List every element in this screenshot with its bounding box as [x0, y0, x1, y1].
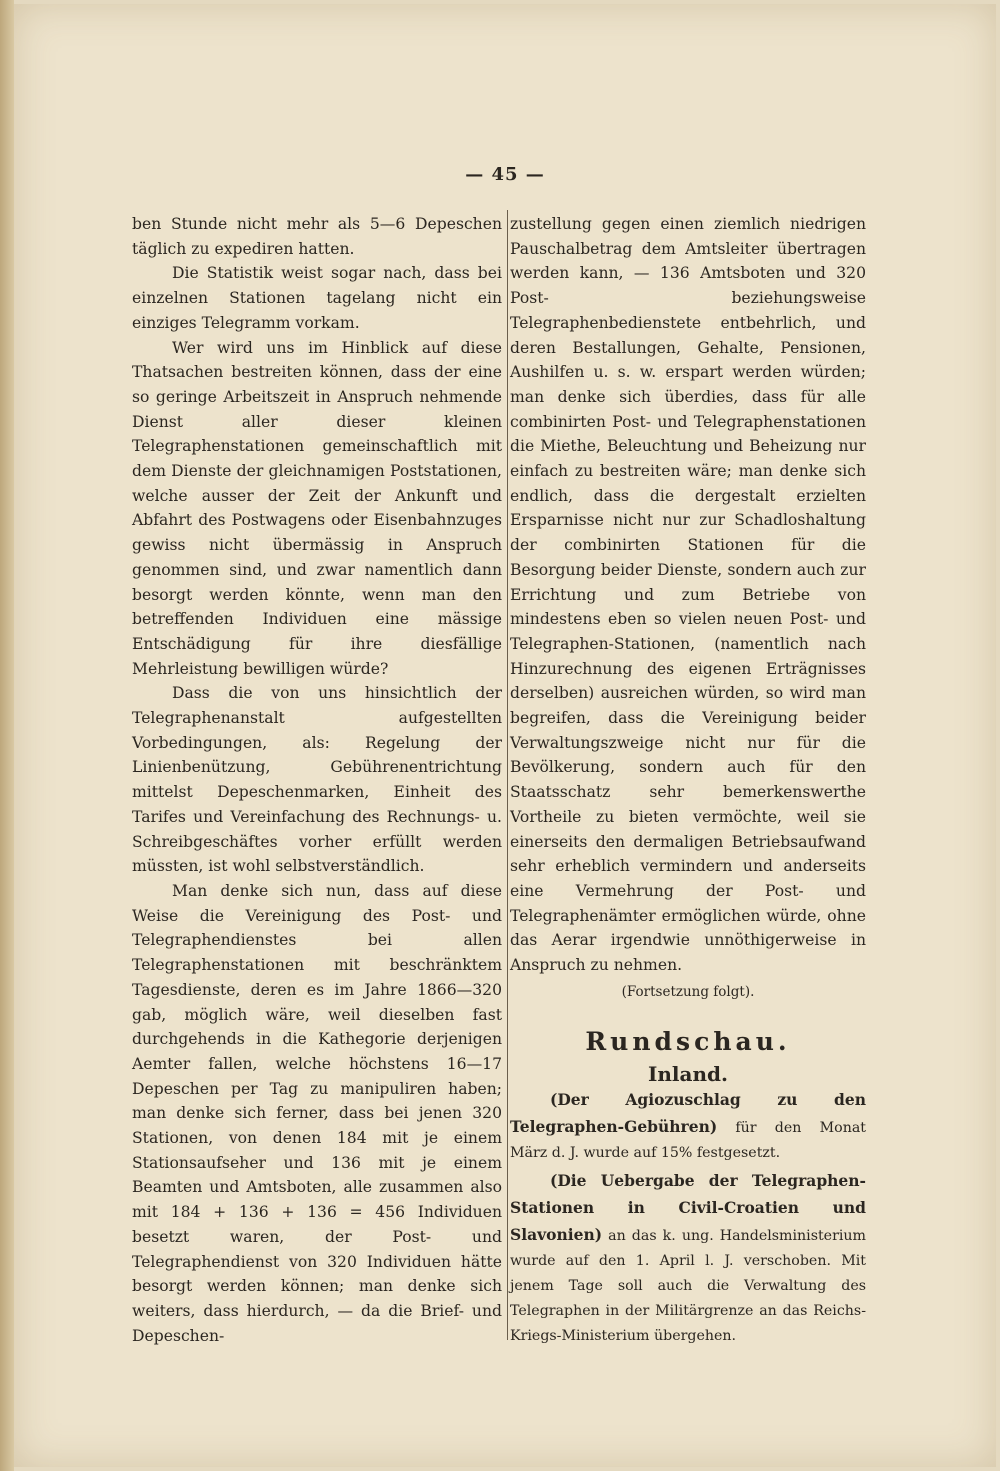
paragraph: Dass die von uns hinsichtlich der Telegraphenanstalt aufgestellten Vorbedingungen, als: Regelung der Linienbenützung, Gebührenentrichtung mittelst Depeschenmarken, Einheit des Tarifes und Vereinfachung des Rechnungs- u. Schreibgeschäftes vorher erfüllt werden müssten, ist wohl selbstverständlich.: [132, 684, 502, 876]
paragraph: Wer wird uns im Hinblick auf diese Thatsachen bestreiten können, dass der eine so geringe Arbeitszeit in Anspruch nehmende Dienst aller dieser kleinen Telegraphenstationen gemeinschaftlich mit dem Dienste der gleichnamigen Poststationen, welche ausser der Zeit der Ankunft und Abfahrt des Postwagens oder Eisenbahnzuges gewiss nicht übermässig in Anspruch genommen sind, und zwar namentlich dann besorgt werden könnte, wenn man den betreffenden Individuen eine mässige Entschädigung für ihre diesfällige Mehrleistung bewilligen würde?: [132, 338, 502, 678]
subsection-heading: Inland.: [648, 1061, 728, 1086]
paragraph: Man denke sich nun, dass auf diese Weise die Vereinigung des Post- und Telegraphendienstes bei allen Telegraphenstationen mit beschränktem Tagesdienste, deren es im Jahre 1866—320 gab, möglich wäre, weil dieselben fast durchgehends in die Kathegorie derjenigen Aemter fallen, welche höchstens 16—17 Depeschen per Tag zu manipuliren haben; man denke sich ferner, dass bei jenen 320 Stationen, von denen 184 mit je einem Stationsaufseher und 136 mit je einem Beamten und Amtsboten, alle zusammen also mit 184 + 136 + 136 = 456 Individuen besetzt waren, der Post- und Telegraphendienst von 320 Individuen hätte besorgt werden können; man denke sich weiters, dass hierdurch, — da die Brief- und Depeschen-: [132, 881, 502, 1345]
news-item-title: (Der Agiozuschlag zu den Telegraphen-Gebühren): [510, 1089, 866, 1136]
section-heading: Rundschau.: [585, 1026, 791, 1056]
left-column: [132, 212, 502, 1348]
news-item: [510, 1168, 866, 1349]
continuation-note: (Fortsetzung folgt).: [621, 983, 755, 1000]
page-number: — 45 —: [465, 164, 545, 185]
document-page: [14, 4, 996, 1467]
paragraph: ben Stunde nicht mehr als 5—6 Depeschen täglich zu expediren hatten.: [132, 215, 502, 258]
news-item-title: (Die Uebergabe der Telegraphen-Stationen in Civil-Croatien und Slavonien): [510, 1170, 866, 1244]
news-item: [510, 1087, 866, 1166]
column-divider: [507, 210, 508, 1340]
right-column: [510, 212, 866, 1349]
news-item-body: an das k. ung. Handelsministerium wurde auf den 1. April l. J. verschoben. Mit jenem Tage soll auch die Verwaltung des Telegraphen in der Militärgrenze an das Reichs-Kriegs-Ministerium übergehen.: [510, 1227, 866, 1344]
paragraph: Die Statistik weist sogar nach, dass bei einzelnen Stationen tagelang nicht ein einziges Telegramm vorkam.: [132, 264, 502, 332]
news-item-body: für den Monat März d. J. wurde auf 15% festgesetzt.: [510, 1119, 866, 1161]
page-edge: [0, 0, 14, 1471]
paragraph: zustellung gegen einen ziemlich niedrigen Pauschalbetrag dem Amtsleiter übertragen werden kann, — 136 Amtsboten und 320 Post- beziehungsweise Telegraphenbedienstete entbehrlich, und deren Bestallungen, Gehalte, Pensionen, Aushilfen u. s. w. erspart werden würden; man denke sich überdies, dass für alle combinirten Post- und Telegraphenstationen die Miethe, Beleuchtung und Beheizung nur einfach zu bestreiten wäre; man denke sich endlich, dass die dergestalt erzielten Ersparnisse nicht nur zur Schadloshaltung der combinirten Stationen für die Besorgung beider Dienste, sondern auch zur Errichtung und zum Betriebe von mindestens eben so vielen neuen Post- und Telegraphen-Stationen, (namentlich nach Hinzurechnung des eigenen Erträgnisses derselben) ausreichen würden, so wird man begreifen, dass die Vereinigung beider Verwaltungszweige nicht nur für die Bevölkerung, sondern auch für den Staatsschatz sehr bemerkenswerthe Vortheile zu bieten vermöchte, weil sie einerseits den dermaligen Betriebsaufwand sehr erheblich vermindern und anderseits eine Vermehrung der Post- und Telegraphenämter ermöglichen würde, ohne das Aerar irgendwie unnöthigerweise in Anspruch zu nehmen.: [510, 215, 866, 975]
